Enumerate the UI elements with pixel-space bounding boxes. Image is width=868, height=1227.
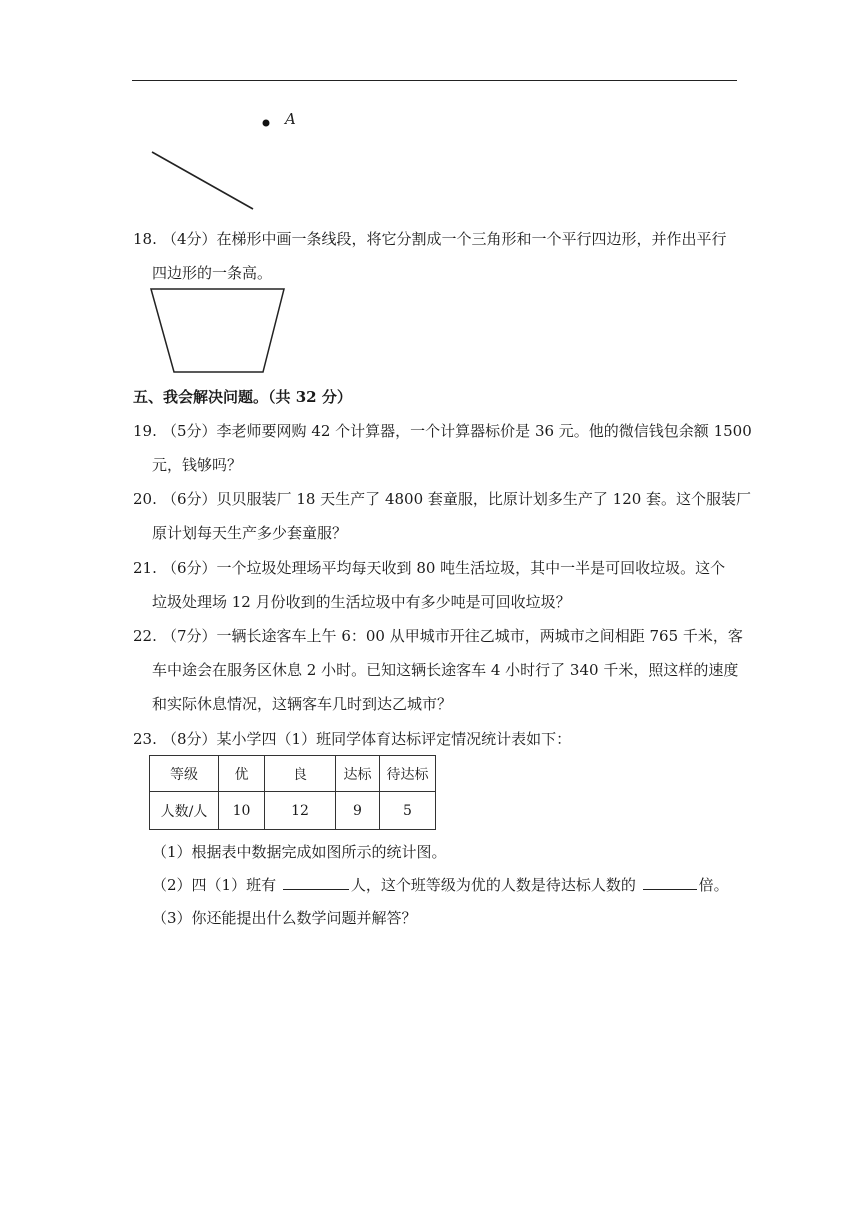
point-a — [263, 120, 270, 127]
question-22-line-2: 车中途会在服务区休息 2 小时。已知这辆长途客车 4 小时行了 340 千米，照这样的速度 — [152, 661, 739, 679]
answer-blank-ratio[interactable] — [643, 874, 697, 890]
sub-2-text-a: （2）四（1）班有 — [152, 876, 277, 894]
question-23-line-1 — [133, 728, 571, 749]
question-20-line-2: 原计划每天生产多少套童服？ — [152, 524, 348, 542]
question-number: 20. — [133, 490, 157, 508]
question-text: 在梯形中画一条线段，将它分割成一个三角形和一个平行四边形，并作出平行 — [216, 230, 727, 248]
question-number: 18. — [133, 230, 157, 248]
point-and-segment-figure — [140, 100, 340, 220]
question-23-sub-1: （1）根据表中数据完成如图所示的统计图。 — [152, 843, 447, 861]
table-cell: 5 — [380, 792, 436, 830]
question-21-line-1 — [133, 557, 725, 578]
table-cell: 9 — [336, 792, 380, 830]
table-header-cell: 等级 — [150, 756, 219, 792]
question-score: （6分） — [162, 559, 217, 577]
sub-2-text-c: 倍。 — [698, 876, 729, 894]
section-5-title: 五、我会解决问题。（共 32 分） — [133, 388, 352, 406]
question-22-line-1 — [133, 625, 743, 646]
question-text: 某小学四（1）班同学体育达标评定情况统计表如下： — [216, 730, 572, 748]
sub-2-text-b: 人，这个班等级为优的人数是待达标人数的 — [350, 876, 636, 894]
line-segment — [152, 152, 253, 209]
table-header-row — [150, 756, 436, 792]
question-number: 21. — [133, 559, 157, 577]
point-a-label: A — [285, 110, 296, 128]
table-header-cell: 良 — [265, 756, 336, 792]
trapezoid — [151, 289, 284, 372]
question-20-line-1 — [133, 488, 751, 509]
question-text: 一个垃圾处理场平均每天收到 80 吨生活垃圾，其中一半是可回收垃圾。这个 — [216, 559, 726, 577]
question-score: （8分） — [162, 730, 217, 748]
table-header-cell: 达标 — [336, 756, 380, 792]
question-text: 一辆长途客车上午 6：00 从甲城市开往乙城市，两城市之间相距 765 千米，客 — [216, 627, 743, 645]
table-cell: 10 — [219, 792, 265, 830]
question-18-line-2: 四边形的一条高。 — [152, 264, 273, 282]
question-number: 23. — [133, 730, 157, 748]
table-cell: 12 — [265, 792, 336, 830]
header-rule — [132, 80, 737, 81]
question-score: （5分） — [162, 422, 217, 440]
table-row — [150, 792, 436, 830]
question-score: （4分） — [162, 230, 217, 248]
question-text: 李老师要网购 42 个计算器，一个计算器标价是 36 元。他的微信钱包余额 1500 — [216, 422, 752, 440]
question-number: 19. — [133, 422, 157, 440]
question-21-line-2: 垃圾处理场 12 月份收到的生活垃圾中有多少吨是可回收垃圾？ — [152, 593, 571, 611]
question-18-line-1 — [133, 228, 727, 249]
table-header-cell: 优 — [219, 756, 265, 792]
question-score: （6分） — [162, 490, 217, 508]
question-19-line-1 — [133, 420, 752, 441]
question-text: 贝贝服装厂 18 天生产了 4800 套童服，比原计划多生产了 120 套。这个服装厂 — [216, 490, 752, 508]
stats-table — [149, 755, 436, 830]
question-19-line-2: 元，钱够吗？ — [152, 456, 243, 474]
trapezoid-figure — [150, 286, 287, 374]
table-cell: 人数/人 — [150, 792, 219, 830]
table-header-cell: 待达标 — [380, 756, 436, 792]
question-22-line-3: 和实际休息情况，这辆客车几时到达乙城市？ — [152, 695, 453, 713]
answer-blank-count[interactable] — [283, 874, 349, 890]
question-23-sub-3: （3）你还能提出什么数学问题并解答？ — [152, 909, 417, 927]
question-score: （7分） — [162, 627, 217, 645]
question-23-sub-2 — [152, 874, 729, 895]
question-number: 22. — [133, 627, 157, 645]
